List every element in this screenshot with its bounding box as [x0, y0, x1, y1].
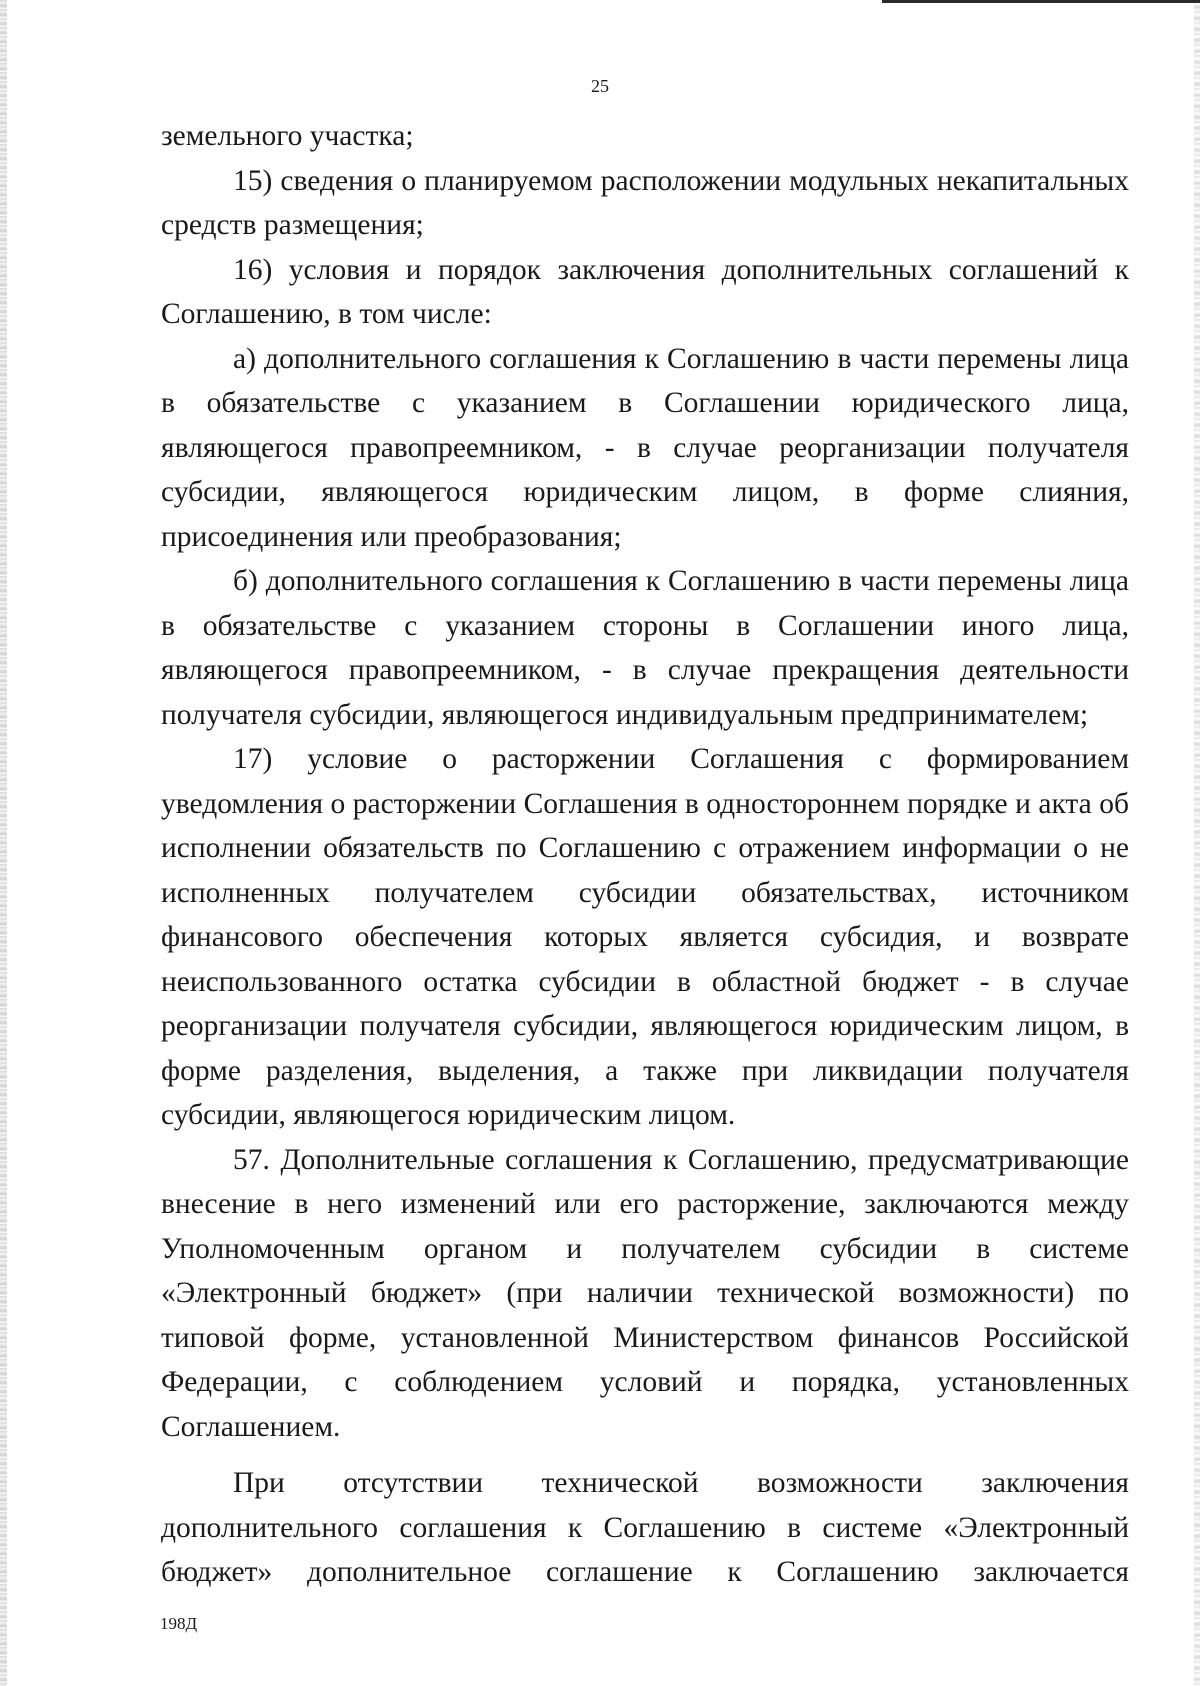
scan-edge-right [1194, 0, 1200, 1686]
paragraph: При отсутствии технической возможности заключения дополнительного соглашения к Соглашению в системе «Электронный бюджет» дополнительное соглашение к Соглашению заключается [161, 1467, 1129, 1588]
scan-line-top [882, 0, 1200, 3]
footer-code: 198Д [160, 1614, 198, 1633]
paragraph: 57. Дополнительные соглашения к Соглашению, предусматривающие внесение в него изменений или его расторжение, заключаются между Уполномоченным органом и получателем субсидии в системе «Электронный бюджет» (при наличии технической возможности) по типовой форме, установленной Министерством финансов Российской Федерации, с соблюдением условий и порядка, установленных Соглашением. [161, 1143, 1129, 1443]
paragraph: 17) условие о расторжении Соглашения с формированием уведомления о расторжении Соглашения в одностороннем порядке и акта об исполнении обязательств по Соглашению с отражением информации о не исполненных получателем субсидии обязательствах, источником финансового обеспечения которых является субсидия, и возврате неиспользованного остатка субсидии в областной бюджет - в случае реорганизации получателя субсидии, являющегося юридическим лицом, в форме разделения, выделения, а также при ликвидации получателя субсидии, являющегося юридическим лицом. [161, 743, 1129, 1131]
paragraph: 16) условия и порядок заключения дополнительных соглашений к Соглашению, в том числе: [161, 253, 1129, 330]
scan-edge-left [0, 0, 7, 1686]
page-number: 25 [591, 76, 609, 96]
paragraph: б) дополнительного соглашения к Соглашению в части перемены лица в обязательстве с указанием стороны в Соглашении иного лица, являющегося правопреемником, - в случае прекращения деятельности получателя субсидии, являющегося индивидуальным предпринимателем; [161, 565, 1129, 731]
paragraph: 15) сведения о планируемом расположении модульных некапитальных средств размещения; [161, 164, 1129, 241]
paragraph: земельного участка; [161, 120, 414, 152]
document-body [161, 114, 1129, 1595]
paragraph: а) дополнительного соглашения к Соглашению в части перемены лица в обязательстве с указанием в Соглашении юридического лица, являющегося правопреемником, - в случае реорганизации получателя субсидии, являющегося юридическим лицом, в форме слияния, присоединения или преобразования; [161, 342, 1129, 553]
